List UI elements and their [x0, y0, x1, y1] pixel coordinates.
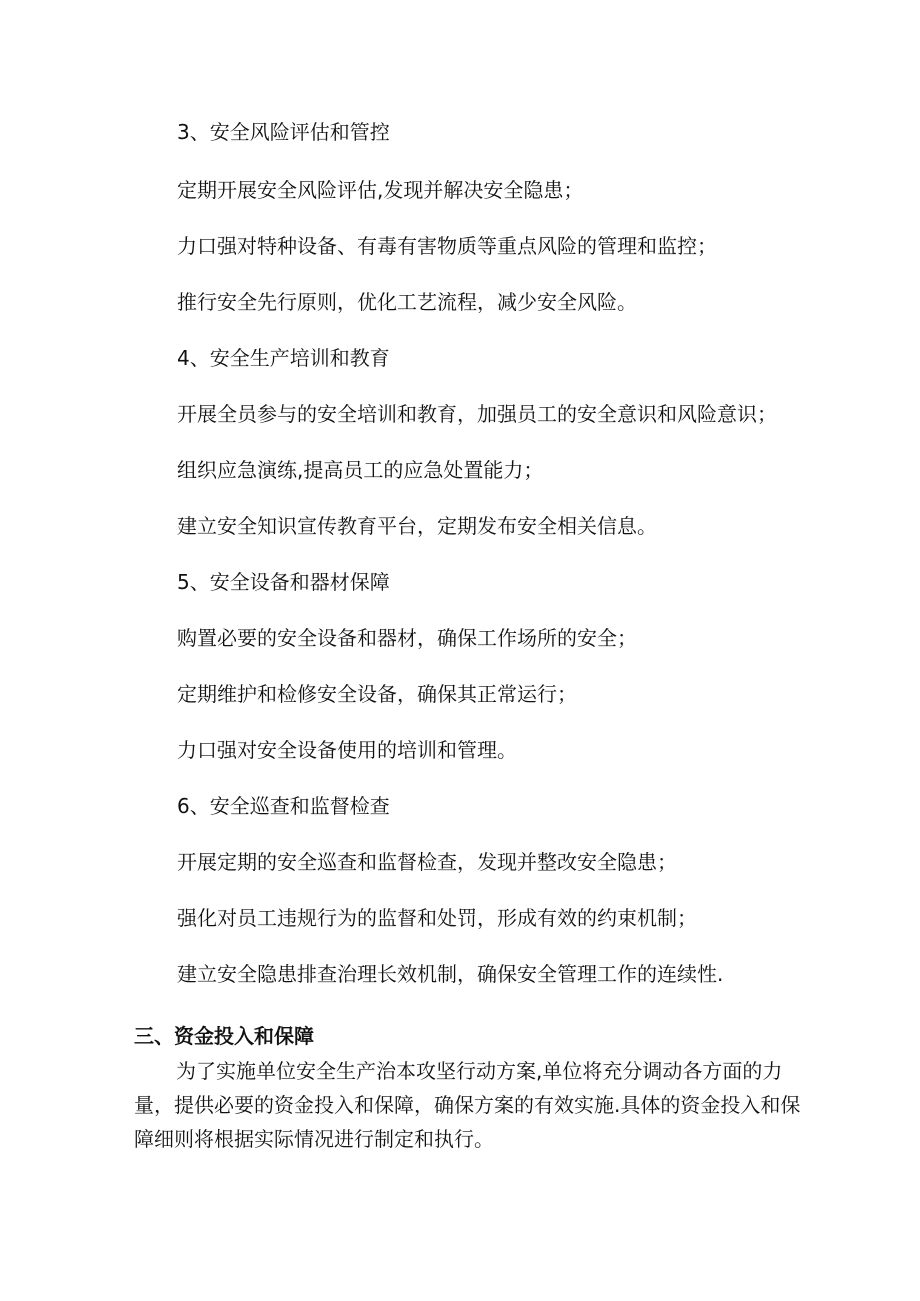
list-item: 力口强对特种设备、有毒有害物质等重点风险的管理和监控；: [177, 234, 717, 258]
chapter-title: 三、资金投入和保障: [134, 1024, 314, 1048]
list-item: 开展全员参与的安全培训和教育，加强员工的安全意识和风险意识；: [177, 402, 777, 426]
section-heading-4: 4、安全生产培训和教育: [177, 346, 390, 370]
list-item: 建立安全隐患排查治理长效机制，确保安全管理工作的连续性.: [177, 962, 724, 986]
chapter-paragraph: 为了实施单位安全生产治本攻坚行动方案,单位将充分调动各方面的力量，提供必要的资金投入和保障，确保方案的有效实施.具体的资金投入和保障细则将根据实际情况进行制定和执行。: [134, 1059, 801, 1151]
list-item: 强化对员工违规行为的监督和处罚，形成有效的约束机制；: [177, 906, 697, 930]
list-item: 定期维护和检修安全设备，确保其正常运行；: [177, 682, 577, 706]
list-item: 推行安全先行原则，优化工艺流程，减少安全风险。: [177, 290, 637, 314]
section-heading-5: 5、安全设备和器材保障: [177, 570, 390, 594]
list-item: 力口强对安全设备使用的培训和管理。: [177, 738, 517, 762]
list-item: 定期开展安全风险评估,发现并解决安全隐患；: [177, 178, 584, 202]
section-heading-3: 3、安全风险评估和管控: [177, 120, 390, 144]
list-item: 购置必要的安全设备和器材，确保工作场所的安全；: [177, 626, 637, 650]
list-item: 组织应急演练,提高员工的应急处置能力；: [177, 458, 544, 482]
list-item: 开展定期的安全巡查和监督检查，发现并整改安全隐患；: [177, 850, 677, 874]
section-heading-6: 6、安全巡查和监督检查: [177, 794, 390, 818]
list-item: 建立安全知识宣传教育平台，定期发布安全相关信息。: [177, 514, 657, 538]
